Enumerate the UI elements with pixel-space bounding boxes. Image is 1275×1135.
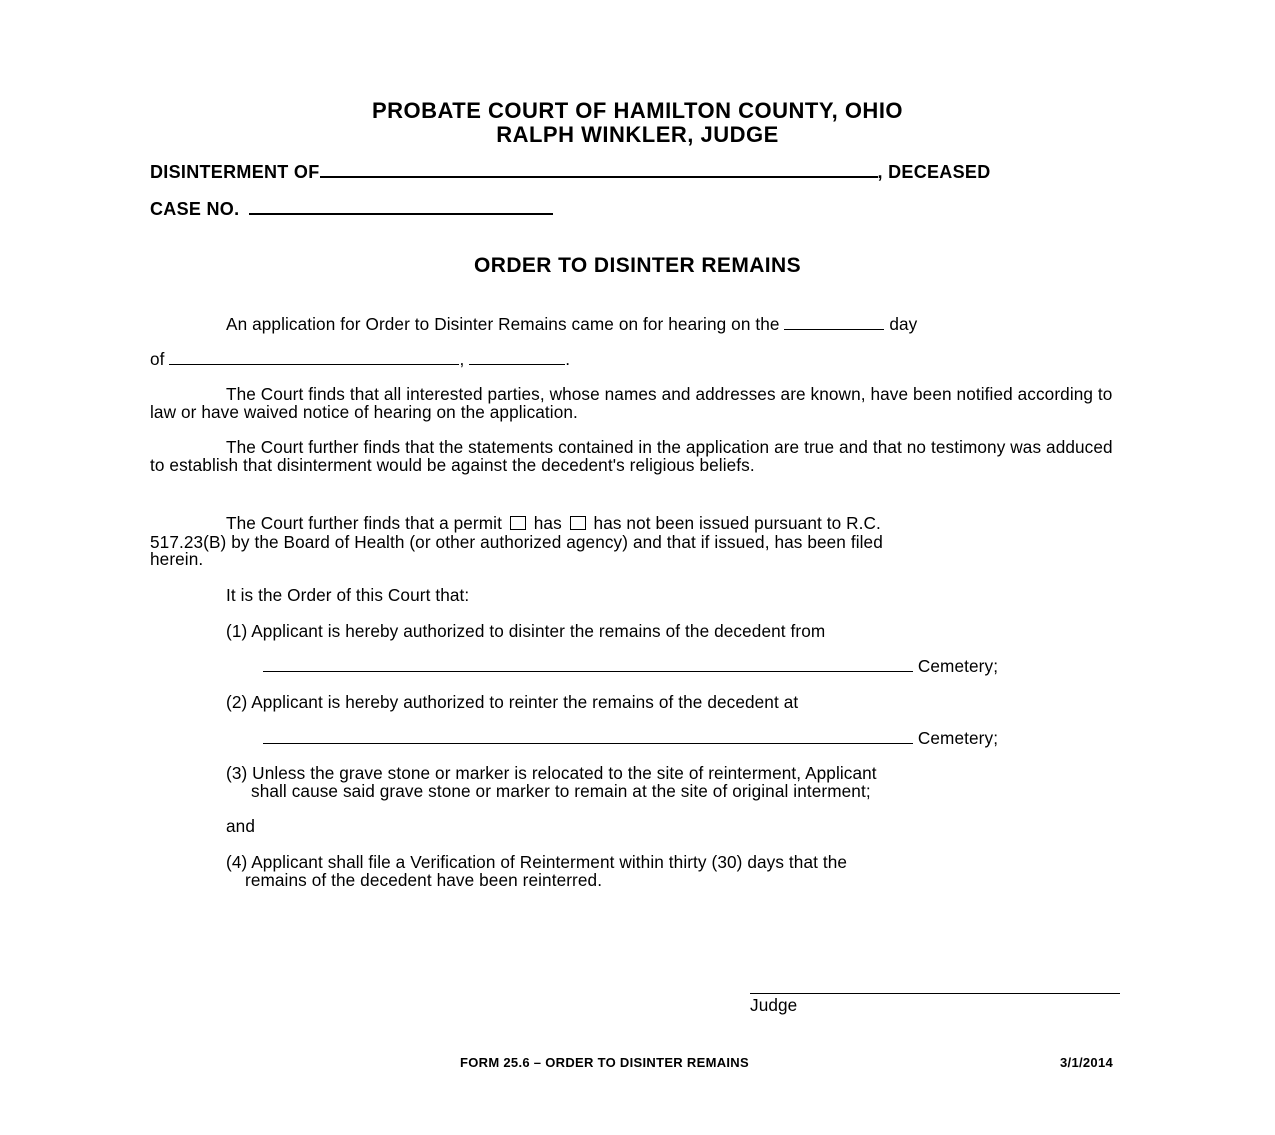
of-label: of	[150, 349, 165, 369]
and-label: and	[226, 816, 255, 836]
deceased-label: , DECEASED	[877, 162, 991, 182]
hearing-month-field[interactable]	[169, 352, 459, 365]
judge-signature-line[interactable]	[750, 993, 1120, 994]
case-row	[150, 199, 553, 220]
has-not-label: has not been issued pursuant to R.C.	[593, 513, 881, 533]
order-intro: It is the Order of this Court that:	[226, 585, 470, 605]
reinter-cemetery-field[interactable]	[263, 731, 913, 744]
hearing-year-field[interactable]	[469, 352, 565, 365]
disinterment-label: DISINTERMENT OF	[150, 162, 320, 182]
hearing-line	[226, 315, 917, 333]
permit-text: The Court further finds that a permit	[226, 513, 502, 533]
cemetery-label: Cemetery;	[917, 656, 999, 676]
page-title: ORDER TO DISINTER REMAINS	[474, 254, 801, 277]
finding-paragraph-3-line3: herein.	[150, 549, 204, 569]
order-item-3: (3) Unless the grave stone or marker is relocated to the site of reinterment, Applicant	[226, 763, 877, 783]
reinter-cemetery-row	[263, 729, 998, 747]
has-label: has	[533, 513, 562, 533]
disinterment-row	[150, 162, 991, 183]
hearing-text: An application for Order to Disinter Remains came on for hearing on the	[226, 314, 780, 334]
disinter-cemetery-field[interactable]	[263, 659, 913, 672]
court-name: PROBATE COURT OF HAMILTON COUNTY, OHIO	[371, 98, 904, 123]
day-label: day	[889, 314, 918, 334]
cemetery-label: Cemetery;	[917, 728, 999, 748]
order-item-4-cont: remains of the decedent have been reinterred.	[245, 870, 603, 890]
permit-has-not-checkbox[interactable]	[570, 516, 586, 530]
judge-label: Judge	[750, 995, 798, 1015]
hearing-day-field[interactable]	[784, 317, 884, 330]
finding-paragraph-3	[226, 514, 881, 532]
case-number-field[interactable]	[249, 199, 553, 215]
order-item-2: (2) Applicant is hereby authorized to reinter the remains of the decedent at	[226, 692, 799, 712]
form-date: 3/1/2014	[1060, 1055, 1114, 1070]
permit-has-checkbox[interactable]	[510, 516, 526, 530]
form-footer: FORM 25.6 – ORDER TO DISINTER REMAINS	[460, 1055, 749, 1070]
decedent-name-field[interactable]	[320, 162, 878, 178]
order-item-1: (1) Applicant is hereby authorized to disinter the remains of the decedent from	[226, 621, 826, 641]
finding-paragraph-1: The Court finds that all interested parties, whose names and addresses are known, have been notified according to law or have waived notice of hearing on the application.	[150, 384, 1113, 422]
finding-paragraph-3-line2: 517.23(B) by the Board of Health (or other authorized agency) and that if issued, has been filed	[150, 532, 883, 552]
disinter-cemetery-row	[263, 657, 998, 675]
order-item-3-cont: shall cause said grave stone or marker to remain at the site of original interment;	[251, 781, 871, 801]
case-label: CASE NO.	[150, 199, 240, 219]
finding-paragraph-2: The Court further finds that the statements contained in the application are true and that no testimony was adduced to establish that disinterment would be against the decedent's religious beliefs.	[150, 437, 1113, 475]
hearing-month-line: of , .	[150, 349, 571, 369]
judge-name: RALPH WINKLER, JUDGE	[496, 122, 779, 147]
order-item-4: (4) Applicant shall file a Verification of Reinterment within thirty (30) days that the	[226, 852, 848, 872]
